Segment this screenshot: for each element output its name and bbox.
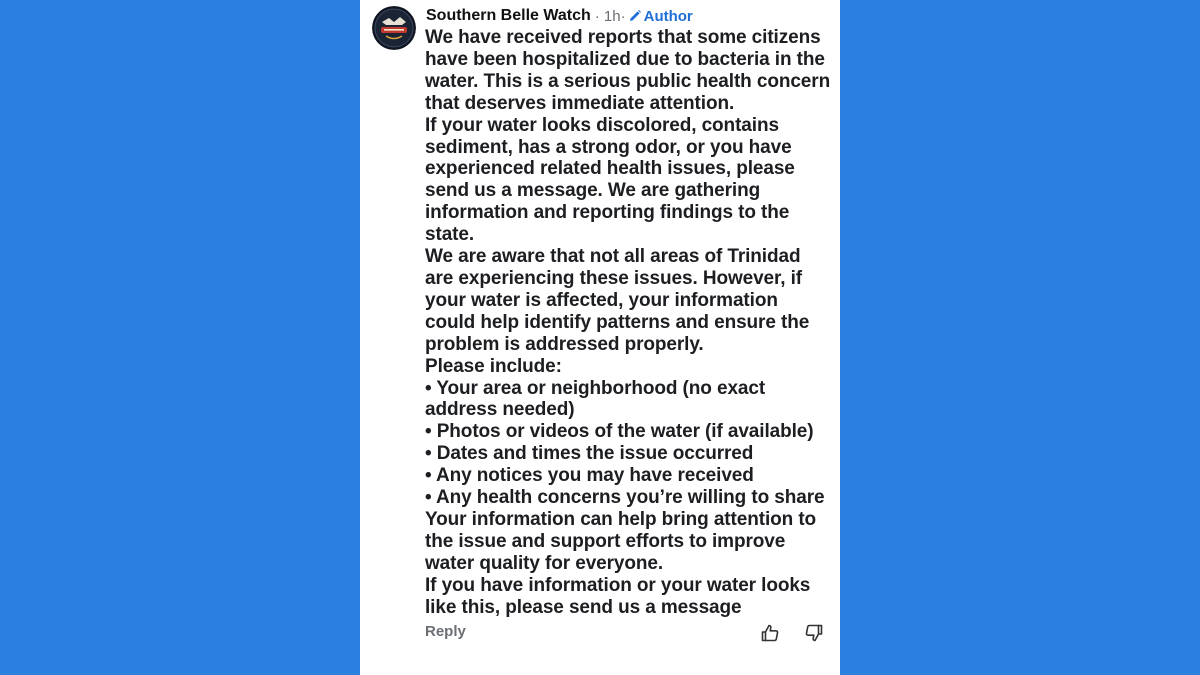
comment-text [425, 27, 835, 618]
comment-line: If you have information or your water looks [425, 574, 811, 596]
comment-line: We are aware that not all areas of Trinidad [425, 246, 801, 268]
comment-line: address needed) [425, 399, 575, 421]
comment-line: Please include: [425, 355, 562, 377]
comment-line: information and reporting findings to the [425, 202, 790, 224]
comment-line: • Any health concerns you’re willing to share [425, 487, 825, 509]
comment-line: • Photos or videos of the water (if available) [425, 421, 814, 443]
comment-line: water. This is a serious public health concern [425, 70, 831, 92]
logo-icon [372, 6, 416, 50]
comment-line: If your water looks discolored, contains [425, 114, 779, 136]
comment-header [426, 5, 693, 27]
comment-line: We have received reports that some citizens [425, 27, 821, 48]
pencil-icon [628, 9, 642, 23]
page-avatar[interactable] [372, 6, 416, 50]
comment-line: your water is affected, your information [425, 289, 778, 311]
thumbs-up-icon [760, 623, 780, 643]
author-name[interactable]: Southern Belle Watch [426, 7, 591, 24]
thumbs-down-icon [804, 623, 824, 643]
dislike-button[interactable] [803, 622, 825, 644]
comment-line: could help identify patterns and ensure the [425, 311, 810, 333]
comment-line: • Dates and times the issue occurred [425, 443, 754, 465]
comment-line: have been hospitalized due to bacteria in the [425, 48, 825, 70]
author-badge [628, 8, 693, 25]
comment-line: like this, please send us a message [425, 596, 742, 618]
author-badge-label: Author [643, 7, 693, 25]
comment-line: state. [425, 224, 475, 246]
comment-line: problem is addressed properly. [425, 333, 704, 355]
like-button[interactable] [759, 622, 781, 644]
comment-line: • Your area or neighborhood (no exact [425, 377, 766, 399]
comment-line: experienced related health issues, please [425, 158, 795, 180]
comment-panel [360, 0, 840, 675]
comment-line: • Any notices you may have received [425, 465, 754, 487]
comment-line: that deserves immediate attention. [425, 92, 735, 114]
comment-line: water quality for everyone. [425, 552, 664, 574]
comment-line: the issue and support efforts to improve [425, 530, 786, 552]
comment-line: are experiencing these issues. However, if [425, 267, 803, 289]
comment-line: sediment, has a strong odor, or you have [425, 136, 792, 158]
reply-button[interactable]: Reply [425, 623, 466, 640]
comment-line: send us a message. We are gathering [425, 180, 761, 202]
comment-line: Your information can help bring attention to [425, 508, 817, 530]
comment-time[interactable]: · 1h· [594, 7, 626, 25]
